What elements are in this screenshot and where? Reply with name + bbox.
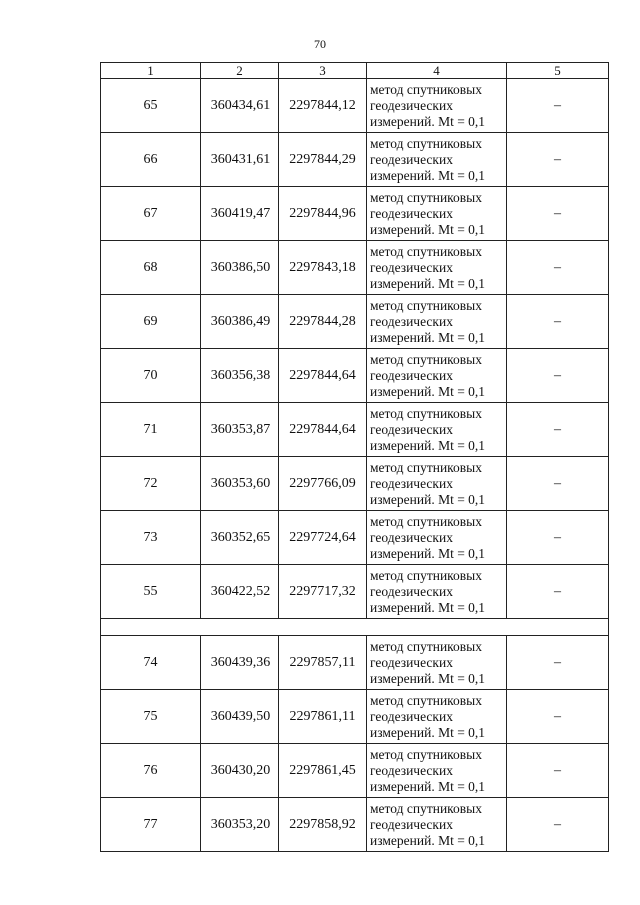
y-coordinate-cell: 2297857,11 xyxy=(279,636,367,690)
method-line: измерений. Mt = 0,1 xyxy=(370,832,486,848)
table-row xyxy=(101,295,609,349)
method-line: геодезических xyxy=(370,529,453,545)
y-coordinate-cell: 2297843,18 xyxy=(279,241,367,295)
method-line: измерений. Mt = 0,1 xyxy=(370,599,486,615)
column-header: 3 xyxy=(279,63,367,79)
table-row xyxy=(101,690,609,744)
section-1-body xyxy=(101,79,609,619)
y-coordinate-cell: 2297844,12 xyxy=(279,79,367,133)
y-coordinate-cell: 2297861,11 xyxy=(279,690,367,744)
method-cell xyxy=(367,403,507,457)
method-cell xyxy=(367,187,507,241)
header-row xyxy=(101,63,609,79)
table-row xyxy=(101,349,609,403)
x-coordinate-cell: 360356,38 xyxy=(201,349,279,403)
column-header: 4 xyxy=(367,63,507,79)
method-line: метод спутниковых xyxy=(370,459,482,475)
method-line: метод спутниковых xyxy=(370,638,482,654)
table-row xyxy=(101,187,609,241)
y-coordinate-cell: 2297844,64 xyxy=(279,403,367,457)
section-2-body xyxy=(101,636,609,852)
coordinates-table xyxy=(100,62,609,852)
method-line: измерений. Mt = 0,1 xyxy=(370,275,486,291)
method-line: измерений. Mt = 0,1 xyxy=(370,491,486,507)
point-number-cell: 55 xyxy=(101,565,201,619)
point-number-cell: 72 xyxy=(101,457,201,511)
method-cell xyxy=(367,241,507,295)
method-line: геодезических xyxy=(370,97,453,113)
method-line: метод спутниковых xyxy=(370,243,482,259)
method-line: метод спутниковых xyxy=(370,297,482,313)
table-row xyxy=(101,457,609,511)
y-coordinate-cell: 2297766,09 xyxy=(279,457,367,511)
x-coordinate-cell: 360422,52 xyxy=(201,565,279,619)
method-line: измерений. Mt = 0,1 xyxy=(370,545,486,561)
method-cell xyxy=(367,295,507,349)
column-5-cell: – xyxy=(507,798,609,852)
method-cell xyxy=(367,565,507,619)
table-row xyxy=(101,744,609,798)
table-row xyxy=(101,565,609,619)
x-coordinate-cell: 360439,36 xyxy=(201,636,279,690)
point-number-cell: 76 xyxy=(101,744,201,798)
method-line: измерений. Mt = 0,1 xyxy=(370,724,486,740)
method-cell xyxy=(367,79,507,133)
y-coordinate-cell: 2297844,28 xyxy=(279,295,367,349)
method-line: геодезических xyxy=(370,762,453,778)
x-coordinate-cell: 360386,49 xyxy=(201,295,279,349)
method-line: геодезических xyxy=(370,313,453,329)
separator-cell xyxy=(101,619,609,636)
point-number-cell: 70 xyxy=(101,349,201,403)
method-line: измерений. Mt = 0,1 xyxy=(370,167,486,183)
section-separator xyxy=(101,619,609,636)
column-5-cell: – xyxy=(507,457,609,511)
method-line: геодезических xyxy=(370,475,453,491)
column-5-cell: – xyxy=(507,295,609,349)
point-number-cell: 74 xyxy=(101,636,201,690)
column-5-cell: – xyxy=(507,565,609,619)
column-5-cell: – xyxy=(507,403,609,457)
method-line: метод спутниковых xyxy=(370,513,482,529)
method-line: геодезических xyxy=(370,708,453,724)
x-coordinate-cell: 360430,20 xyxy=(201,744,279,798)
y-coordinate-cell: 2297717,32 xyxy=(279,565,367,619)
method-line: геодезических xyxy=(370,367,453,383)
table-row xyxy=(101,79,609,133)
method-cell xyxy=(367,744,507,798)
method-line: метод спутниковых xyxy=(370,692,482,708)
y-coordinate-cell: 2297858,92 xyxy=(279,798,367,852)
point-number-cell: 71 xyxy=(101,403,201,457)
table-row xyxy=(101,403,609,457)
column-header: 1 xyxy=(101,63,201,79)
method-cell xyxy=(367,133,507,187)
column-header: 2 xyxy=(201,63,279,79)
point-number-cell: 65 xyxy=(101,79,201,133)
method-line: геодезических xyxy=(370,259,453,275)
point-number-cell: 66 xyxy=(101,133,201,187)
table-row xyxy=(101,636,609,690)
method-line: геодезических xyxy=(370,151,453,167)
table-row xyxy=(101,133,609,187)
method-line: измерений. Mt = 0,1 xyxy=(370,113,486,129)
x-coordinate-cell: 360353,87 xyxy=(201,403,279,457)
point-number-cell: 67 xyxy=(101,187,201,241)
y-coordinate-cell: 2297724,64 xyxy=(279,511,367,565)
column-5-cell: – xyxy=(507,79,609,133)
y-coordinate-cell: 2297844,96 xyxy=(279,187,367,241)
method-line: измерений. Mt = 0,1 xyxy=(370,437,486,453)
method-line: метод спутниковых xyxy=(370,567,482,583)
page-number: 70 xyxy=(314,37,326,51)
method-cell xyxy=(367,457,507,511)
method-line: геодезических xyxy=(370,654,453,670)
method-line: геодезических xyxy=(370,421,453,437)
point-number-cell: 75 xyxy=(101,690,201,744)
x-coordinate-cell: 360352,65 xyxy=(201,511,279,565)
column-5-cell: – xyxy=(507,133,609,187)
method-line: геодезических xyxy=(370,205,453,221)
point-number-cell: 73 xyxy=(101,511,201,565)
method-cell xyxy=(367,511,507,565)
column-5-cell: – xyxy=(507,690,609,744)
y-coordinate-cell: 2297844,64 xyxy=(279,349,367,403)
column-header: 5 xyxy=(507,63,609,79)
x-coordinate-cell: 360434,61 xyxy=(201,79,279,133)
method-cell xyxy=(367,349,507,403)
method-cell xyxy=(367,690,507,744)
x-coordinate-cell: 360439,50 xyxy=(201,690,279,744)
table-row xyxy=(101,798,609,852)
method-line: метод спутниковых xyxy=(370,189,482,205)
method-line: геодезических xyxy=(370,583,453,599)
method-line: метод спутниковых xyxy=(370,746,482,762)
method-line: метод спутниковых xyxy=(370,800,482,816)
method-line: измерений. Mt = 0,1 xyxy=(370,383,486,399)
method-line: измерений. Mt = 0,1 xyxy=(370,670,486,686)
x-coordinate-cell: 360386,50 xyxy=(201,241,279,295)
table-row xyxy=(101,511,609,565)
y-coordinate-cell: 2297861,45 xyxy=(279,744,367,798)
method-line: метод спутниковых xyxy=(370,81,482,97)
table-row xyxy=(101,241,609,295)
method-line: измерений. Mt = 0,1 xyxy=(370,778,486,794)
column-5-cell: – xyxy=(507,349,609,403)
method-line: метод спутниковых xyxy=(370,135,482,151)
method-cell xyxy=(367,636,507,690)
method-line: измерений. Mt = 0,1 xyxy=(370,329,486,345)
x-coordinate-cell: 360431,61 xyxy=(201,133,279,187)
column-5-cell: – xyxy=(507,744,609,798)
x-coordinate-cell: 360353,20 xyxy=(201,798,279,852)
column-5-cell: – xyxy=(507,187,609,241)
x-coordinate-cell: 360419,47 xyxy=(201,187,279,241)
method-line: измерений. Mt = 0,1 xyxy=(370,221,486,237)
point-number-cell: 69 xyxy=(101,295,201,349)
column-5-cell: – xyxy=(507,511,609,565)
method-line: геодезических xyxy=(370,816,453,832)
point-number-cell: 68 xyxy=(101,241,201,295)
method-cell xyxy=(367,798,507,852)
x-coordinate-cell: 360353,60 xyxy=(201,457,279,511)
point-number-cell: 77 xyxy=(101,798,201,852)
method-line: метод спутниковых xyxy=(370,351,482,367)
column-5-cell: – xyxy=(507,636,609,690)
method-line: метод спутниковых xyxy=(370,405,482,421)
y-coordinate-cell: 2297844,29 xyxy=(279,133,367,187)
column-5-cell: – xyxy=(507,241,609,295)
